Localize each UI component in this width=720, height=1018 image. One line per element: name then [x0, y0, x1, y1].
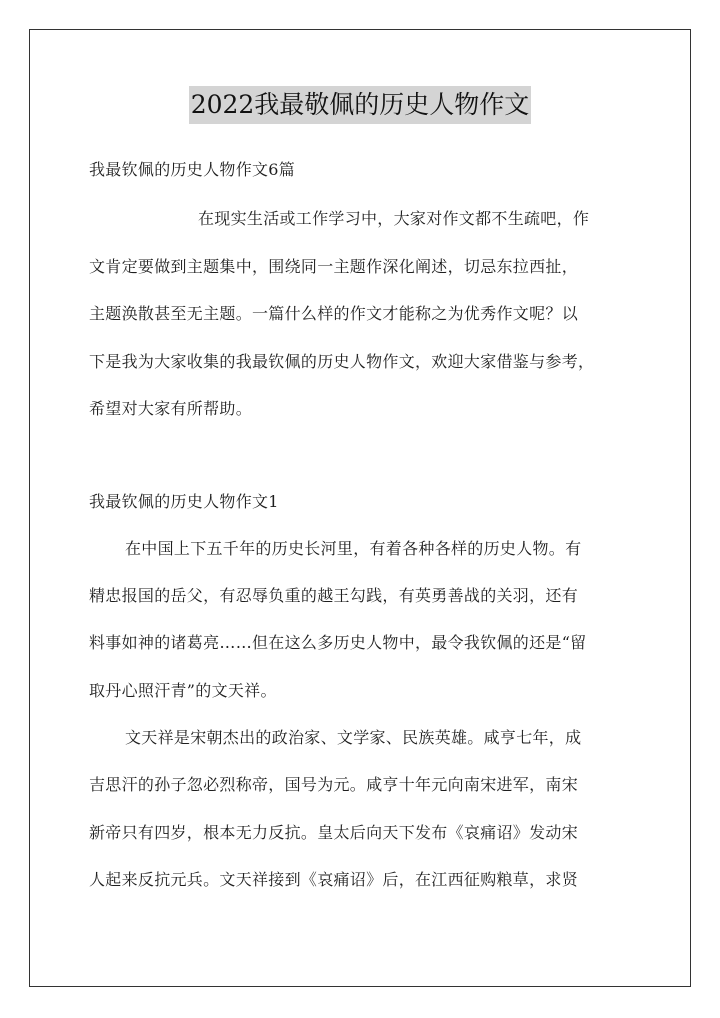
paragraph-line: 新帝只有四岁，根本无力反抗。皇太后向天下发布《哀痛诏》发动宋 — [89, 823, 579, 842]
paragraph-line: 人起来反抗元兵。文天祥接到《哀痛诏》后，在江西征购粮草，求贤 — [89, 870, 579, 889]
paragraph-line: 在中国上下五千年的历史长河里，有着各种各样的历史人物。有 — [125, 539, 582, 558]
paragraph-line: 精忠报国的岳父，有忍辱负重的越王勾践，有英勇善战的关羽，还有 — [89, 586, 579, 605]
subtitle: 我最钦佩的历史人物作文6篇 — [89, 160, 296, 179]
intro-line: 下是我为大家收集的我最钦佩的历史人物作文，欢迎大家借鉴与参考， — [89, 352, 595, 371]
intro-line: 文肯定要做到主题集中，围绕同一主题作深化阐述，切忌东拉西扯， — [89, 257, 579, 276]
paragraph-line: 料事如神的诸葛亮……但在这么多历史人物中，最令我钦佩的还是“留 — [89, 633, 587, 652]
paragraph-line: 吉思汗的孙子忽必烈称帝，国号为元。咸亨十年元向南宋进军，南宋 — [89, 775, 579, 794]
intro-line: 在现实生活或工作学习中，大家对作文都不生疏吧，作 — [198, 209, 590, 228]
intro-line: 希望对大家有所帮助。 — [89, 399, 253, 418]
section-heading: 我最钦佩的历史人物作文1 — [89, 492, 279, 511]
intro-line: 主题涣散甚至无主题。一篇什么样的作文才能称之为优秀作文呢？以 — [89, 304, 579, 323]
paragraph-line: 取丹心照汗青”的文天祥。 — [89, 681, 277, 700]
title-container — [0, 86, 720, 124]
paragraph-line: 文天祥是宋朝杰出的政治家、文学家、民族英雄。咸亨七年，成 — [125, 728, 582, 747]
page-title: 2022我最敬佩的历史人物作文 — [189, 86, 532, 124]
